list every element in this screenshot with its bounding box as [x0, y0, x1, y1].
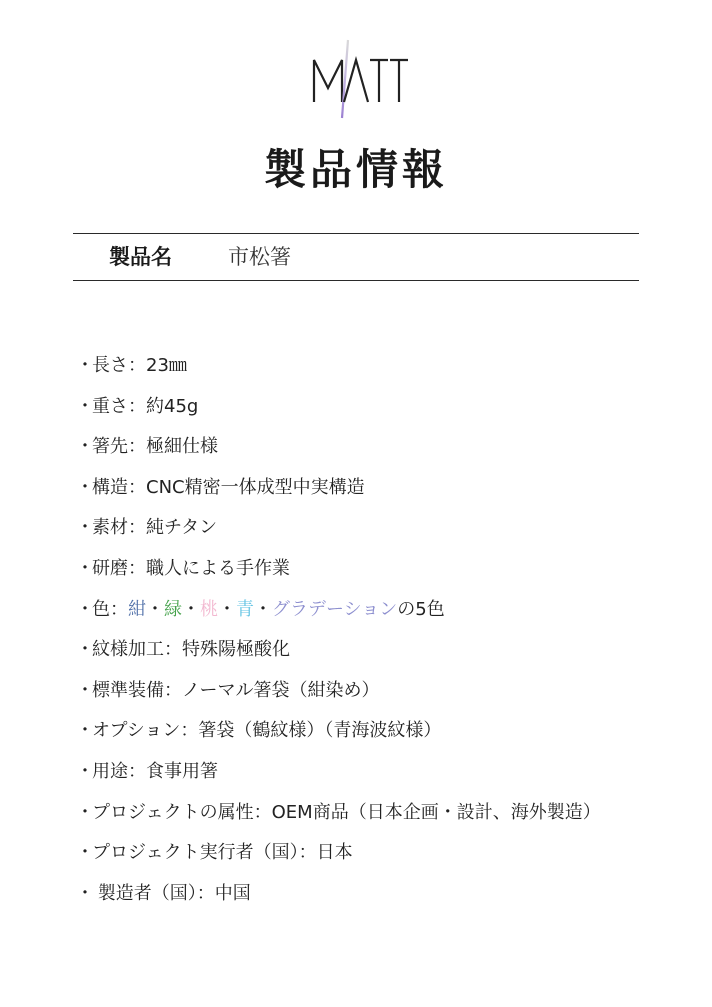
matt-logo [306, 38, 410, 120]
spec-project-attribute [76, 793, 706, 834]
spec-standard-equipment [76, 671, 706, 712]
color-peach: 桃 [200, 598, 218, 620]
spec-usage [76, 752, 706, 793]
color-blue: 青 [236, 598, 254, 620]
product-name-label: 製品名 [109, 245, 172, 269]
bullet: ・ [76, 801, 94, 823]
bullet: ・ [76, 720, 94, 742]
spec-colors [76, 590, 706, 631]
spec-structure [76, 468, 706, 509]
bullet: ・ [76, 598, 94, 620]
color-separator: ・ [218, 598, 236, 620]
color-green: 緑 [164, 598, 182, 620]
spec-text: 構造：CNC精密一体成型中実構造 [92, 476, 365, 498]
bullet: ・ [76, 436, 94, 458]
bullet: ・ [76, 557, 94, 579]
spec-text: 素材：純チタン [92, 517, 218, 539]
spec-polish [76, 549, 706, 590]
spec-material [76, 508, 706, 549]
bullet: ・ [76, 395, 94, 417]
bullet: ・ [76, 355, 94, 376]
spec-weight [76, 387, 706, 428]
spec-colors-prefix: 色： [92, 598, 128, 620]
spec-list [76, 346, 706, 914]
spec-text: 用途：食事用箸 [92, 760, 218, 782]
bullet: ・ [76, 760, 94, 782]
bullet: ・ [76, 517, 94, 539]
color-separator: ・ [146, 598, 164, 620]
spec-text: 製造者（国）：中国 [92, 882, 251, 904]
bullet: ・ [76, 882, 94, 904]
matt-logo-icon [306, 38, 410, 120]
product-name-row [73, 233, 639, 281]
spec-text: 標準装備：ノーマル箸袋（紺染め） [92, 679, 380, 701]
bullet: ・ [76, 476, 94, 498]
spec-tip [76, 427, 706, 468]
color-separator: ・ [254, 598, 272, 620]
page-title: 製品情報 [263, 145, 448, 194]
product-name-value: 市松箸 [228, 245, 291, 269]
spec-manufacturer-country [76, 874, 706, 915]
bullet: ・ [76, 842, 94, 864]
spec-project-owner-country [76, 833, 706, 874]
spec-text: 長さ：23㎜ [92, 355, 187, 376]
spec-options [76, 711, 706, 752]
spec-text: 研磨：職人による手作業 [92, 557, 290, 579]
color-separator: ・ [182, 598, 200, 620]
bullet: ・ [76, 639, 94, 661]
spec-text: 紋様加工：特殊陽極酸化 [92, 639, 290, 661]
color-kon: 紺 [128, 598, 146, 620]
spec-text: 箸先：極細仕様 [92, 436, 218, 458]
spec-text: オプション：箸袋（鶴紋様）（青海波紋様） [92, 720, 442, 742]
color-gradation: グラデーション [272, 598, 398, 620]
spec-text: プロジェクトの属性：OEM商品（日本企画・設計、海外製造） [92, 801, 601, 823]
spec-text: 重さ：約45g [92, 395, 199, 417]
bullet: ・ [76, 679, 94, 701]
spec-text: プロジェクト実行者（国）：日本 [92, 842, 353, 864]
spec-colors-suffix: の5色 [397, 598, 445, 620]
spec-pattern [76, 630, 706, 671]
spec-length [76, 346, 706, 387]
